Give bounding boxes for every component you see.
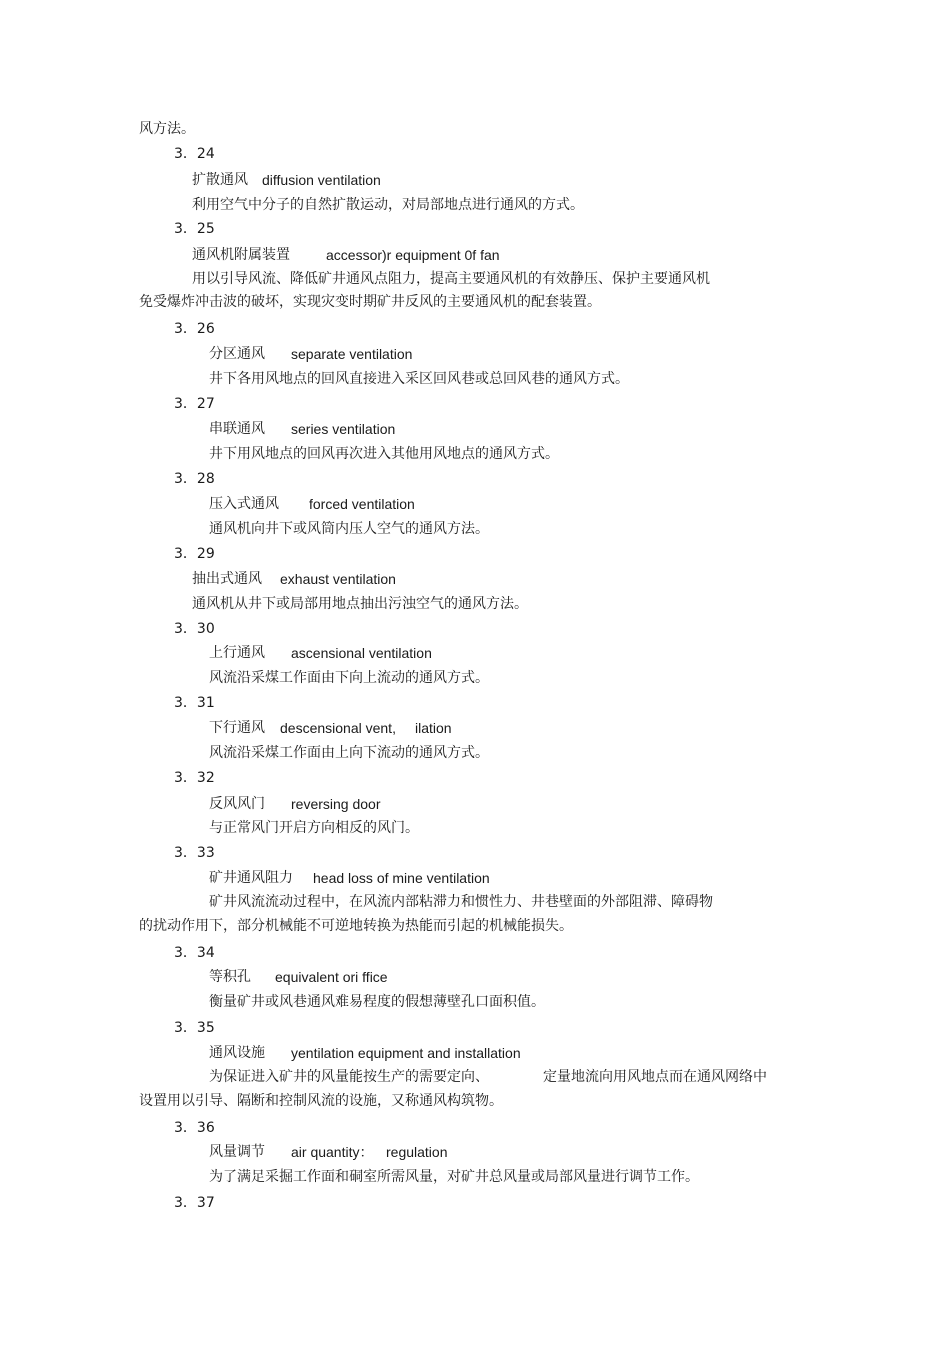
clause-number: 3．36 (174, 1120, 215, 1136)
term-en: equivalent ori ffice (275, 969, 388, 985)
continuation-text: 风方法。 (139, 121, 195, 137)
clause-number: 3．29 (174, 546, 215, 562)
definition: 为了满足采掘工作面和硐室所需风量，对矿井总风量或局部风量进行调节工作。 (209, 1169, 699, 1185)
clause-number: 3．34 (174, 945, 215, 961)
definition: 衡量矿井或风巷通风难易程度的假想薄壁孔口面积值。 (209, 994, 545, 1010)
term-zh: 通风机附属装置 (192, 247, 290, 263)
definition: 风流沿采煤工作面由上向下流动的通风方式。 (209, 745, 489, 761)
term-en: forced ventilation (309, 496, 415, 512)
definition: 井下用风地点的回风再次进入其他用风地点的通风方式。 (209, 446, 559, 462)
term-en: ascensional ventilation (291, 645, 432, 661)
definition: 矿井风流流动过程中，在风流内部粘滞力和惯性力、井巷壁面的外部阻滞、障碍物 (209, 894, 713, 910)
term-zh: 分区通风 (209, 346, 265, 362)
term-zh: 抽出式通风 (192, 571, 262, 587)
term-en: series ventilation (291, 421, 396, 437)
term-zh: 反风风门 (209, 796, 265, 812)
term-en: head loss of mine ventilation (313, 870, 490, 886)
term-en-fragment: regulation (386, 1144, 448, 1160)
definition: 通风机从井下或局部用地点抽出污浊空气的通风方法。 (192, 596, 528, 612)
clause-number: 3．35 (174, 1020, 215, 1036)
definition: 为保证进入矿井的风量能按生产的需要定向、 (209, 1069, 489, 1085)
term-zh: 通风设施 (209, 1045, 265, 1061)
term-en-fragment: ilation (415, 720, 452, 736)
term-zh: 矿井通风阻力 (209, 870, 293, 886)
term-en: descensional vent, (280, 720, 396, 736)
term-en: air quantity： (291, 1144, 374, 1160)
clause-number: 3．28 (174, 471, 215, 487)
term-zh: 下行通风 (209, 720, 265, 736)
term-zh: 上行通风 (209, 645, 265, 661)
term-zh: 等积孔 (209, 969, 251, 985)
term-en: diffusion ventilation (262, 172, 381, 188)
definition-continuation: 的扰动作用下，部分机械能不可逆地转换为热能而引起的机械能损失。 (139, 918, 573, 934)
clause-number: 3．31 (174, 695, 215, 711)
clause-number: 3．30 (174, 621, 215, 637)
term-zh: 扩散通风 (192, 172, 248, 188)
definition: 井下各用风地点的回风直接进入采区回风巷或总回风巷的通风方式。 (209, 371, 629, 387)
clause-number: 3．27 (174, 396, 215, 412)
clause-number: 3．37 (174, 1195, 215, 1211)
clause-number: 3．24 (174, 146, 215, 162)
clause-number: 3．32 (174, 770, 215, 786)
definition: 用以引导风流、降低矿井通风点阻力，提高主要通风机的有效静压、保护主要通风机 (192, 271, 710, 287)
term-zh: 压入式通风 (209, 496, 279, 512)
term-zh: 串联通风 (209, 421, 265, 437)
definition: 通风机向井下或风筒内压人空气的通风方法。 (209, 521, 489, 537)
clause-number: 3．25 (174, 221, 215, 237)
definition-fragment: 定量地流向用风地点而在通风网络中 (543, 1069, 767, 1085)
term-en: reversing door (291, 796, 381, 812)
term-en: exhaust ventilation (280, 571, 396, 587)
term-en: separate ventilation (291, 346, 413, 362)
clause-number: 3．26 (174, 321, 215, 337)
definition: 利用空气中分子的自然扩散运动，对局部地点进行通风的方式。 (192, 197, 584, 213)
definition: 与正常风门开启方向相反的风门。 (209, 820, 419, 836)
term-en: accessor)r equipment 0f fan (326, 247, 500, 263)
definition-continuation: 免受爆炸冲击波的破坏，实现灾变时期矿井反风的主要通风机的配套装置。 (139, 294, 601, 310)
term-en: yentilation equipment and installation (291, 1045, 521, 1061)
definition: 风流沿采煤工作面由下向上流动的通风方式。 (209, 670, 489, 686)
definition-continuation: 设置用以引导、隔断和控制风流的设施，又称通风构筑物。 (139, 1093, 503, 1109)
term-zh: 风量调节 (209, 1144, 265, 1160)
clause-number: 3．33 (174, 845, 215, 861)
